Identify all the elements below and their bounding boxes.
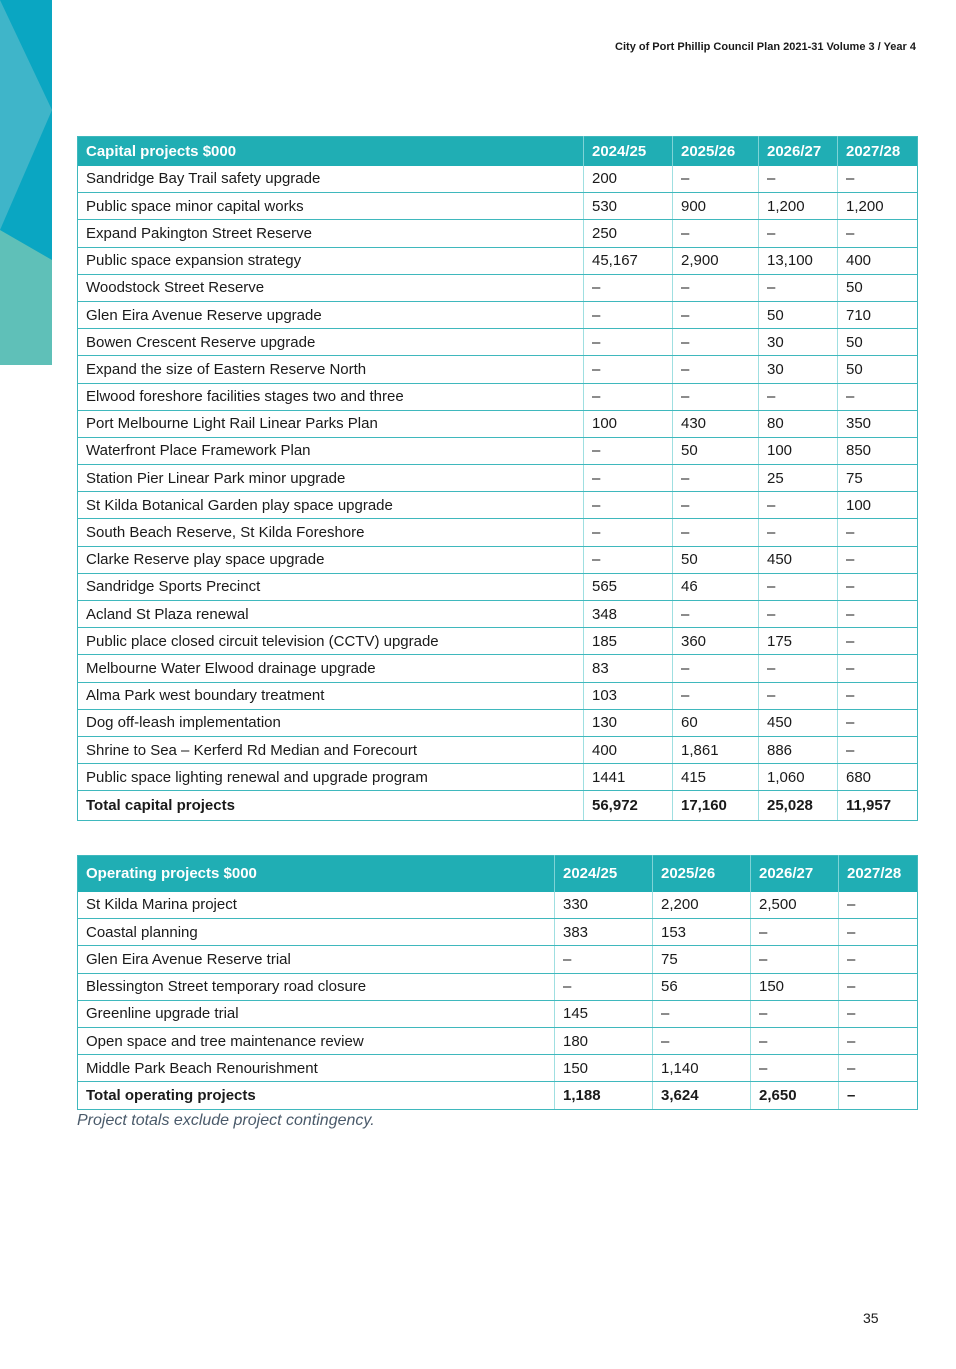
value-cell: 450: [759, 546, 838, 573]
project-name-cell: Expand the size of Eastern Reserve North: [78, 356, 584, 383]
value-cell: 1,060: [759, 764, 838, 791]
value-cell: –: [759, 519, 838, 546]
project-name-cell: Clarke Reserve play space upgrade: [78, 546, 584, 573]
table-row: [78, 919, 918, 946]
column-header: 2025/26: [673, 137, 759, 166]
column-header: Capital projects $000: [78, 137, 584, 166]
total-value-cell: 11,957: [838, 791, 918, 821]
table-row: [78, 628, 918, 655]
value-cell: –: [838, 628, 918, 655]
project-name-cell: Public space minor capital works: [78, 193, 584, 220]
project-name-cell: Public place closed circuit television (CCTV) upgrade: [78, 628, 584, 655]
value-cell: –: [759, 492, 838, 519]
value-cell: –: [838, 573, 918, 600]
value-cell: –: [751, 1000, 839, 1027]
total-value-cell: 1,188: [555, 1082, 653, 1109]
value-cell: 350: [838, 410, 918, 437]
value-cell: –: [839, 1027, 918, 1054]
total-value-cell: 3,624: [653, 1082, 751, 1109]
value-cell: –: [759, 383, 838, 410]
total-value-cell: 25,028: [759, 791, 838, 821]
value-cell: 400: [584, 736, 673, 763]
value-cell: 2,200: [653, 892, 751, 919]
value-cell: 360: [673, 628, 759, 655]
table-row: [78, 383, 918, 410]
project-name-cell: Shrine to Sea – Kerferd Rd Median and Forecourt: [78, 736, 584, 763]
value-cell: –: [759, 166, 838, 193]
value-cell: 75: [838, 465, 918, 492]
column-header: 2027/28: [839, 856, 918, 892]
value-cell: 2,500: [751, 892, 839, 919]
value-cell: –: [839, 973, 918, 1000]
total-label-cell: Total operating projects: [78, 1082, 555, 1109]
value-cell: 330: [555, 892, 653, 919]
value-cell: –: [673, 492, 759, 519]
value-cell: 1,861: [673, 736, 759, 763]
total-row: [78, 1082, 918, 1109]
value-cell: –: [751, 1055, 839, 1082]
project-name-cell: South Beach Reserve, St Kilda Foreshore: [78, 519, 584, 546]
column-header: Operating projects $000: [78, 856, 555, 892]
project-name-cell: Sandridge Sports Precinct: [78, 573, 584, 600]
value-cell: 75: [653, 946, 751, 973]
value-cell: 25: [759, 465, 838, 492]
table-row: [78, 601, 918, 628]
project-name-cell: Glen Eira Avenue Reserve trial: [78, 946, 555, 973]
value-cell: –: [584, 519, 673, 546]
value-cell: 153: [653, 919, 751, 946]
value-cell: 50: [838, 356, 918, 383]
project-name-cell: Dog off-leash implementation: [78, 709, 584, 736]
project-name-cell: Elwood foreshore facilities stages two and three: [78, 383, 584, 410]
value-cell: –: [839, 892, 918, 919]
value-cell: –: [838, 220, 918, 247]
value-cell: 83: [584, 655, 673, 682]
total-row: [78, 791, 918, 821]
table-row: [78, 655, 918, 682]
value-cell: 565: [584, 573, 673, 600]
project-name-cell: Coastal planning: [78, 919, 555, 946]
value-cell: 250: [584, 220, 673, 247]
value-cell: 45,167: [584, 247, 673, 274]
value-cell: –: [555, 946, 653, 973]
table-row: [78, 437, 918, 464]
value-cell: –: [838, 601, 918, 628]
table-header-row: [78, 137, 918, 166]
project-name-cell: Waterfront Place Framework Plan: [78, 437, 584, 464]
value-cell: 130: [584, 709, 673, 736]
value-cell: 60: [673, 709, 759, 736]
table-row: [78, 946, 918, 973]
column-header: 2025/26: [653, 856, 751, 892]
value-cell: –: [584, 492, 673, 519]
value-cell: –: [839, 1000, 918, 1027]
value-cell: –: [673, 220, 759, 247]
value-cell: –: [839, 1055, 918, 1082]
total-value-cell: 17,160: [673, 791, 759, 821]
table-row: [78, 329, 918, 356]
value-cell: –: [838, 655, 918, 682]
value-cell: 103: [584, 682, 673, 709]
value-cell: –: [673, 655, 759, 682]
value-cell: –: [751, 946, 839, 973]
value-cell: 2,900: [673, 247, 759, 274]
value-cell: –: [673, 601, 759, 628]
project-name-cell: Port Melbourne Light Rail Linear Parks Plan: [78, 410, 584, 437]
value-cell: –: [555, 973, 653, 1000]
total-value-cell: 2,650: [751, 1082, 839, 1109]
value-cell: 100: [759, 437, 838, 464]
table-row: [78, 301, 918, 328]
value-cell: –: [759, 274, 838, 301]
value-cell: 56: [653, 973, 751, 1000]
value-cell: –: [584, 383, 673, 410]
project-name-cell: Sandridge Bay Trail safety upgrade: [78, 166, 584, 193]
value-cell: –: [838, 519, 918, 546]
value-cell: –: [838, 546, 918, 573]
table-row: [78, 166, 918, 193]
page-number: 35: [863, 1310, 879, 1326]
value-cell: –: [673, 329, 759, 356]
value-cell: 100: [584, 410, 673, 437]
value-cell: –: [759, 220, 838, 247]
table-row: [78, 519, 918, 546]
table-row: [78, 193, 918, 220]
value-cell: –: [653, 1027, 751, 1054]
table-row: [78, 892, 918, 919]
project-name-cell: Blessington Street temporary road closure: [78, 973, 555, 1000]
value-cell: –: [673, 166, 759, 193]
value-cell: 50: [673, 437, 759, 464]
value-cell: –: [673, 356, 759, 383]
value-cell: –: [838, 166, 918, 193]
table-row: [78, 410, 918, 437]
value-cell: –: [584, 437, 673, 464]
table-row: [78, 1027, 918, 1054]
total-label-cell: Total capital projects: [78, 791, 584, 821]
value-cell: –: [759, 682, 838, 709]
table-header-row: [78, 856, 918, 892]
table-row: [78, 1055, 918, 1082]
decorative-side-band: [0, 0, 52, 365]
value-cell: 13,100: [759, 247, 838, 274]
table-row: [78, 465, 918, 492]
value-cell: –: [838, 383, 918, 410]
value-cell: –: [751, 1027, 839, 1054]
value-cell: –: [673, 519, 759, 546]
column-header: 2024/25: [555, 856, 653, 892]
project-name-cell: Bowen Crescent Reserve upgrade: [78, 329, 584, 356]
value-cell: 150: [751, 973, 839, 1000]
value-cell: 100: [838, 492, 918, 519]
value-cell: 30: [759, 356, 838, 383]
value-cell: –: [584, 546, 673, 573]
value-cell: 680: [838, 764, 918, 791]
value-cell: –: [759, 573, 838, 600]
project-name-cell: Station Pier Linear Park minor upgrade: [78, 465, 584, 492]
table-row: [78, 356, 918, 383]
value-cell: 400: [838, 247, 918, 274]
value-cell: –: [839, 919, 918, 946]
table-row: [78, 1000, 918, 1027]
table-row: [78, 736, 918, 763]
project-name-cell: Acland St Plaza renewal: [78, 601, 584, 628]
value-cell: –: [673, 465, 759, 492]
value-cell: 180: [555, 1027, 653, 1054]
value-cell: 145: [555, 1000, 653, 1027]
table-row: [78, 247, 918, 274]
value-cell: 900: [673, 193, 759, 220]
value-cell: 450: [759, 709, 838, 736]
project-name-cell: Melbourne Water Elwood drainage upgrade: [78, 655, 584, 682]
footnote: Project totals exclude project contingency.: [77, 1112, 375, 1129]
value-cell: 175: [759, 628, 838, 655]
value-cell: 383: [555, 919, 653, 946]
value-cell: –: [838, 709, 918, 736]
project-name-cell: Glen Eira Avenue Reserve upgrade: [78, 301, 584, 328]
project-name-cell: Expand Pakington Street Reserve: [78, 220, 584, 247]
table-row: [78, 220, 918, 247]
value-cell: –: [584, 465, 673, 492]
value-cell: 348: [584, 601, 673, 628]
table-row: [78, 546, 918, 573]
value-cell: 200: [584, 166, 673, 193]
column-header: 2027/28: [838, 137, 918, 166]
operating-projects-table: [77, 855, 918, 1110]
table-row: [78, 682, 918, 709]
value-cell: –: [839, 946, 918, 973]
project-name-cell: St Kilda Botanical Garden play space upgrade: [78, 492, 584, 519]
value-cell: –: [584, 274, 673, 301]
value-cell: 415: [673, 764, 759, 791]
project-name-cell: Public space expansion strategy: [78, 247, 584, 274]
table-row: [78, 274, 918, 301]
project-name-cell: Alma Park west boundary treatment: [78, 682, 584, 709]
table-row: [78, 492, 918, 519]
value-cell: 185: [584, 628, 673, 655]
table-row: [78, 764, 918, 791]
value-cell: 50: [759, 301, 838, 328]
capital-projects-table: [77, 136, 918, 821]
value-cell: –: [838, 736, 918, 763]
value-cell: –: [751, 919, 839, 946]
value-cell: 30: [759, 329, 838, 356]
value-cell: –: [673, 274, 759, 301]
value-cell: –: [584, 329, 673, 356]
table-row: [78, 973, 918, 1000]
value-cell: 46: [673, 573, 759, 600]
project-name-cell: Public space lighting renewal and upgrade program: [78, 764, 584, 791]
table-row: [78, 709, 918, 736]
value-cell: 1441: [584, 764, 673, 791]
value-cell: –: [759, 601, 838, 628]
column-header: 2024/25: [584, 137, 673, 166]
value-cell: –: [759, 655, 838, 682]
total-value-cell: 56,972: [584, 791, 673, 821]
total-value-cell: –: [839, 1082, 918, 1109]
value-cell: 50: [673, 546, 759, 573]
value-cell: –: [584, 301, 673, 328]
value-cell: –: [673, 301, 759, 328]
project-name-cell: Open space and tree maintenance review: [78, 1027, 555, 1054]
project-name-cell: St Kilda Marina project: [78, 892, 555, 919]
value-cell: –: [673, 682, 759, 709]
value-cell: –: [673, 383, 759, 410]
value-cell: 50: [838, 329, 918, 356]
document-header: City of Port Phillip Council Plan 2021-31 Volume 3 / Year 4: [615, 41, 916, 53]
value-cell: –: [584, 356, 673, 383]
value-cell: 50: [838, 274, 918, 301]
value-cell: 1,200: [838, 193, 918, 220]
column-header: 2026/27: [759, 137, 838, 166]
value-cell: 430: [673, 410, 759, 437]
project-name-cell: Middle Park Beach Renourishment: [78, 1055, 555, 1082]
project-name-cell: Greenline upgrade trial: [78, 1000, 555, 1027]
table-row: [78, 573, 918, 600]
value-cell: –: [838, 682, 918, 709]
value-cell: 1,200: [759, 193, 838, 220]
value-cell: 1,140: [653, 1055, 751, 1082]
value-cell: 850: [838, 437, 918, 464]
column-header: 2026/27: [751, 856, 839, 892]
value-cell: 886: [759, 736, 838, 763]
project-name-cell: Woodstock Street Reserve: [78, 274, 584, 301]
value-cell: 710: [838, 301, 918, 328]
value-cell: 150: [555, 1055, 653, 1082]
value-cell: 80: [759, 410, 838, 437]
value-cell: 530: [584, 193, 673, 220]
value-cell: –: [653, 1000, 751, 1027]
